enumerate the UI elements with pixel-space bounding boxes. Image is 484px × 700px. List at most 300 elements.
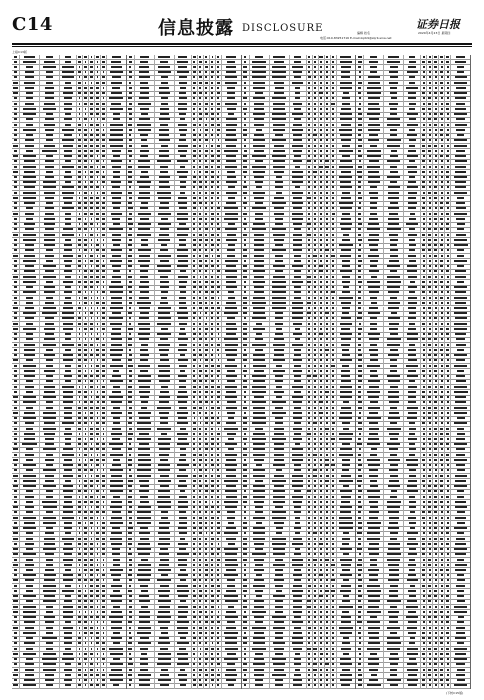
cell-text <box>111 302 123 304</box>
cell-text <box>78 139 81 141</box>
cell-text <box>26 207 33 209</box>
cell-text <box>79 66 81 68</box>
cell-text <box>90 312 93 314</box>
cell-text <box>96 349 99 351</box>
cell-text <box>103 129 105 131</box>
cell-text <box>102 113 105 115</box>
cell-text <box>14 228 16 230</box>
cell-text <box>14 192 16 194</box>
cell-text <box>102 255 105 257</box>
cell-text <box>96 129 98 131</box>
cell-text <box>25 103 34 105</box>
cell-text <box>110 129 123 131</box>
cell-text <box>14 260 17 262</box>
cell-text <box>96 82 98 84</box>
cell-text <box>78 124 80 126</box>
cell-text <box>85 307 87 309</box>
cell-text <box>112 328 122 330</box>
cell-text <box>14 302 18 304</box>
cell-text <box>102 145 105 147</box>
cell-text <box>14 66 17 68</box>
cell-text <box>44 354 55 356</box>
cell-text <box>79 192 81 194</box>
cell-text <box>85 124 87 126</box>
cell-text <box>112 202 121 204</box>
cell-text <box>90 260 93 262</box>
cell-text <box>46 155 53 157</box>
cell-text <box>102 103 104 105</box>
cell-text <box>97 239 99 241</box>
cell-text <box>112 312 121 314</box>
cell-text <box>65 56 72 58</box>
cell-text <box>14 181 16 183</box>
cell-text <box>113 118 120 120</box>
cell-text <box>90 234 93 236</box>
cell-text <box>79 312 81 314</box>
cell-text <box>26 286 33 288</box>
cell-text <box>103 197 105 199</box>
cell-text <box>97 176 99 178</box>
cell-text <box>79 134 81 136</box>
cell-text <box>43 265 55 267</box>
cell-text <box>62 207 73 209</box>
cell-text <box>78 359 81 361</box>
cell-text <box>63 281 74 283</box>
cell-text <box>110 323 122 325</box>
cell-text <box>13 234 17 236</box>
cell-text <box>102 317 105 319</box>
cell-text <box>62 192 74 194</box>
cell-text <box>78 349 81 351</box>
cell-text <box>46 202 53 204</box>
cell-text <box>84 328 87 330</box>
cell-text <box>90 270 92 272</box>
cell-text <box>97 118 99 120</box>
cell-text <box>13 255 18 257</box>
cell-text <box>110 71 122 73</box>
cell-text <box>90 139 93 141</box>
cell-text <box>64 155 72 157</box>
cell-text <box>91 129 93 131</box>
cell-text <box>84 118 86 120</box>
cell-text <box>25 317 33 319</box>
cell-text <box>44 218 54 220</box>
cell-text <box>96 87 98 89</box>
cell-text <box>13 328 17 330</box>
cell-text <box>23 155 35 157</box>
cell-text <box>96 213 99 215</box>
cell-text <box>24 56 35 58</box>
cell-text <box>65 338 71 340</box>
cell-text <box>90 202 92 204</box>
cell-text <box>65 82 72 84</box>
cell-text <box>84 56 86 58</box>
cell-text <box>79 234 81 236</box>
cell-text <box>90 97 93 99</box>
cell-text <box>112 218 120 220</box>
cell-text <box>109 317 123 319</box>
cell-text <box>13 359 18 361</box>
cell-text <box>23 291 35 293</box>
cell-text <box>46 76 53 78</box>
cell-text <box>78 202 81 204</box>
cell-text <box>14 270 16 272</box>
cell-text <box>85 312 87 314</box>
cell-text <box>14 291 17 293</box>
cell-text <box>91 338 93 340</box>
cell-text <box>14 124 17 126</box>
cell-text <box>62 186 74 188</box>
cell-text <box>14 244 16 246</box>
cell-text <box>91 297 93 299</box>
cell-text <box>13 145 17 147</box>
cell-text <box>109 228 123 230</box>
cell-text <box>91 265 93 267</box>
cell-text <box>85 338 87 340</box>
cell-text <box>78 307 81 309</box>
cell-text <box>102 349 105 351</box>
cell-text <box>63 354 73 356</box>
cell-text <box>78 265 80 267</box>
cell-text <box>45 255 54 257</box>
cell-text <box>25 307 34 309</box>
cell-text <box>14 129 17 131</box>
cell-text <box>96 281 99 283</box>
cell-text <box>91 307 93 309</box>
cell-text <box>79 108 81 110</box>
cell-text <box>45 317 54 319</box>
cell-text <box>85 265 87 267</box>
cell-text <box>103 281 105 283</box>
cell-text <box>91 56 93 58</box>
cell-text <box>44 328 56 330</box>
cell-text <box>102 328 104 330</box>
cell-text <box>97 166 99 168</box>
cell-text <box>97 317 99 319</box>
cell-text <box>25 87 34 89</box>
cell-text <box>112 186 120 188</box>
cell-text <box>102 202 104 204</box>
cell-text <box>26 150 33 152</box>
cell-text <box>24 255 36 257</box>
cell-text <box>46 281 54 283</box>
cell-text <box>103 260 105 262</box>
cell-text <box>26 218 33 220</box>
cell-text <box>14 134 16 136</box>
cell-text <box>24 349 34 351</box>
cell-text <box>79 302 81 304</box>
cell-text <box>79 328 81 330</box>
cell-text <box>78 354 81 356</box>
cell-text <box>109 286 123 288</box>
disclosure-table <box>12 55 471 689</box>
cell-text <box>13 323 17 325</box>
cell-text <box>90 255 93 257</box>
cell-text <box>45 160 54 162</box>
cell-text <box>45 302 53 304</box>
cell-text <box>46 359 53 361</box>
cell-text <box>84 145 87 147</box>
continued-from-label: 上接C13版 <box>12 50 27 54</box>
cell-text <box>91 249 93 251</box>
cell-text <box>14 56 17 58</box>
cell-text <box>14 71 18 73</box>
cell-text <box>44 286 55 288</box>
cell-text <box>102 312 105 314</box>
cell-text <box>91 218 93 220</box>
cell-text <box>46 134 54 136</box>
cell-text <box>96 260 99 262</box>
cell-text <box>14 202 18 204</box>
cell-text <box>84 297 87 299</box>
cell-text <box>111 66 122 68</box>
cell-text <box>91 82 93 84</box>
cell-text <box>26 92 33 94</box>
cell-text <box>25 139 35 141</box>
cell-text <box>102 150 104 152</box>
cell-text <box>24 270 34 272</box>
cell-text <box>42 150 56 152</box>
cell-text <box>90 61 93 63</box>
cell-text <box>45 270 55 272</box>
cell-text <box>79 270 81 272</box>
cell-text <box>85 317 87 319</box>
cell-text <box>64 134 71 136</box>
cell-text <box>63 197 72 199</box>
cell-text <box>24 171 35 173</box>
cell-text <box>43 307 56 309</box>
cell-text <box>62 317 73 319</box>
cell-text <box>96 160 98 162</box>
cell-text <box>85 260 87 262</box>
cell-text <box>102 108 105 110</box>
cell-text <box>84 359 87 361</box>
cell-text <box>90 207 92 209</box>
cell-text <box>112 76 121 78</box>
cell-text <box>63 255 73 257</box>
cell-text <box>44 338 56 340</box>
cell-text <box>26 118 33 120</box>
cell-text <box>97 328 99 330</box>
cell-text <box>84 207 87 209</box>
cell-text <box>23 176 35 178</box>
cell-text <box>84 166 86 168</box>
cell-text <box>90 87 92 89</box>
cell-text <box>110 349 123 351</box>
cell-text <box>112 359 120 361</box>
cell-text <box>24 186 35 188</box>
cell-text <box>45 176 55 178</box>
cell-text <box>102 302 105 304</box>
cell-text <box>97 61 99 63</box>
cell-text <box>84 186 87 188</box>
cell-text <box>102 344 105 346</box>
cell-text <box>78 56 80 58</box>
cell-text <box>90 155 93 157</box>
cell-text <box>64 270 73 272</box>
cell-text <box>84 150 86 152</box>
cell-text <box>113 176 119 178</box>
newspaper-logo: 证券日报 <box>416 16 460 32</box>
cell-text <box>96 218 98 220</box>
cell-text <box>24 344 35 346</box>
cell-text <box>24 354 36 356</box>
cell-text <box>64 87 73 89</box>
cell-text <box>78 207 81 209</box>
cell-text <box>85 234 87 236</box>
cell-text <box>65 276 72 278</box>
cell-text <box>45 97 54 99</box>
cell-text <box>110 307 122 309</box>
cell-text <box>90 108 93 110</box>
cell-text <box>14 150 17 152</box>
cell-text <box>96 270 99 272</box>
cell-text <box>84 139 86 141</box>
cell-text <box>97 66 99 68</box>
cell-text <box>109 139 123 141</box>
cell-text <box>14 286 17 288</box>
cell-text <box>23 281 36 283</box>
cell-text <box>97 181 99 183</box>
cell-text <box>79 213 81 215</box>
cell-text <box>97 323 99 325</box>
cell-text <box>84 103 87 105</box>
cell-text <box>64 302 72 304</box>
cell-text <box>14 354 17 356</box>
cell-text <box>79 113 81 115</box>
cell-text <box>26 124 32 126</box>
cell-text <box>110 134 123 136</box>
cell-text <box>79 249 81 251</box>
cell-text <box>78 71 80 73</box>
cell-text <box>78 176 81 178</box>
cell-text <box>14 317 17 319</box>
cell-text <box>25 76 34 78</box>
cell-text <box>90 171 92 173</box>
cell-text <box>62 66 74 68</box>
cell-text <box>14 207 16 209</box>
cell-text <box>112 276 122 278</box>
cell-text <box>96 207 99 209</box>
cell-text <box>85 291 87 293</box>
cell-text <box>43 108 57 110</box>
cell-text <box>113 171 119 173</box>
cell-text <box>46 82 53 84</box>
cell-text <box>90 276 93 278</box>
header-rule <box>12 43 472 45</box>
cell-text <box>64 291 72 293</box>
cell-text <box>90 134 92 136</box>
cell-text <box>64 103 72 105</box>
cell-text <box>111 181 121 183</box>
cell-text <box>65 265 71 267</box>
cell-text <box>63 359 73 361</box>
cell-text <box>23 181 35 183</box>
cell-text <box>84 97 86 99</box>
cell-text <box>45 323 54 325</box>
cell-text <box>85 333 87 335</box>
cell-text <box>84 134 86 136</box>
cell-text <box>78 92 81 94</box>
cell-text <box>65 160 70 162</box>
cell-text <box>96 171 98 173</box>
cell-text <box>84 87 87 89</box>
cell-text <box>78 344 80 346</box>
cell-text <box>45 87 55 89</box>
cell-text <box>43 344 56 346</box>
cell-text <box>102 213 105 215</box>
cell-text <box>113 155 121 157</box>
cell-text <box>78 323 80 325</box>
cell-text <box>44 145 54 147</box>
cell-text <box>78 129 81 131</box>
cell-text <box>63 145 73 147</box>
cell-text <box>79 118 81 120</box>
cell-text <box>78 87 80 89</box>
cell-text <box>44 291 55 293</box>
cell-text <box>102 234 105 236</box>
cell-text <box>90 166 93 168</box>
cell-text <box>96 186 98 188</box>
cell-text <box>84 155 87 157</box>
cell-text <box>43 186 56 188</box>
cell-text <box>24 160 35 162</box>
cell-text <box>103 297 105 299</box>
cell-text <box>13 276 18 278</box>
cell-text <box>103 71 105 73</box>
cell-text <box>46 297 52 299</box>
cell-text <box>102 118 105 120</box>
cell-text <box>13 307 18 309</box>
cell-text <box>23 276 36 278</box>
cell-text <box>96 92 99 94</box>
cell-text <box>65 181 70 183</box>
cell-text <box>96 354 99 356</box>
cell-text <box>111 213 122 215</box>
cell-text <box>90 181 92 183</box>
cell-text <box>102 176 104 178</box>
cell-text <box>63 307 73 309</box>
cell-text <box>78 291 81 293</box>
cell-text <box>84 239 87 241</box>
cell-text <box>112 265 121 267</box>
cell-text <box>84 286 87 288</box>
cell-text <box>78 150 81 152</box>
cell-text <box>111 103 121 105</box>
cell-text <box>111 192 122 194</box>
cell-text <box>84 349 87 351</box>
cell-text <box>64 249 71 251</box>
cell-text <box>96 249 99 251</box>
cell-text <box>103 124 105 126</box>
cell-text <box>46 349 53 351</box>
cell-text <box>97 155 99 157</box>
cell-text <box>78 155 80 157</box>
cell-text <box>23 166 35 168</box>
cell-text <box>111 82 122 84</box>
cell-text <box>102 323 105 325</box>
cell-text <box>96 202 98 204</box>
cell-text <box>44 239 55 241</box>
cell-text <box>23 61 36 63</box>
cell-text <box>42 312 56 314</box>
cell-text <box>23 113 36 115</box>
cell-text <box>112 234 121 236</box>
cell-text <box>90 323 92 325</box>
cell-text <box>97 71 99 73</box>
cell-text <box>25 244 33 246</box>
cell-text <box>91 160 93 162</box>
